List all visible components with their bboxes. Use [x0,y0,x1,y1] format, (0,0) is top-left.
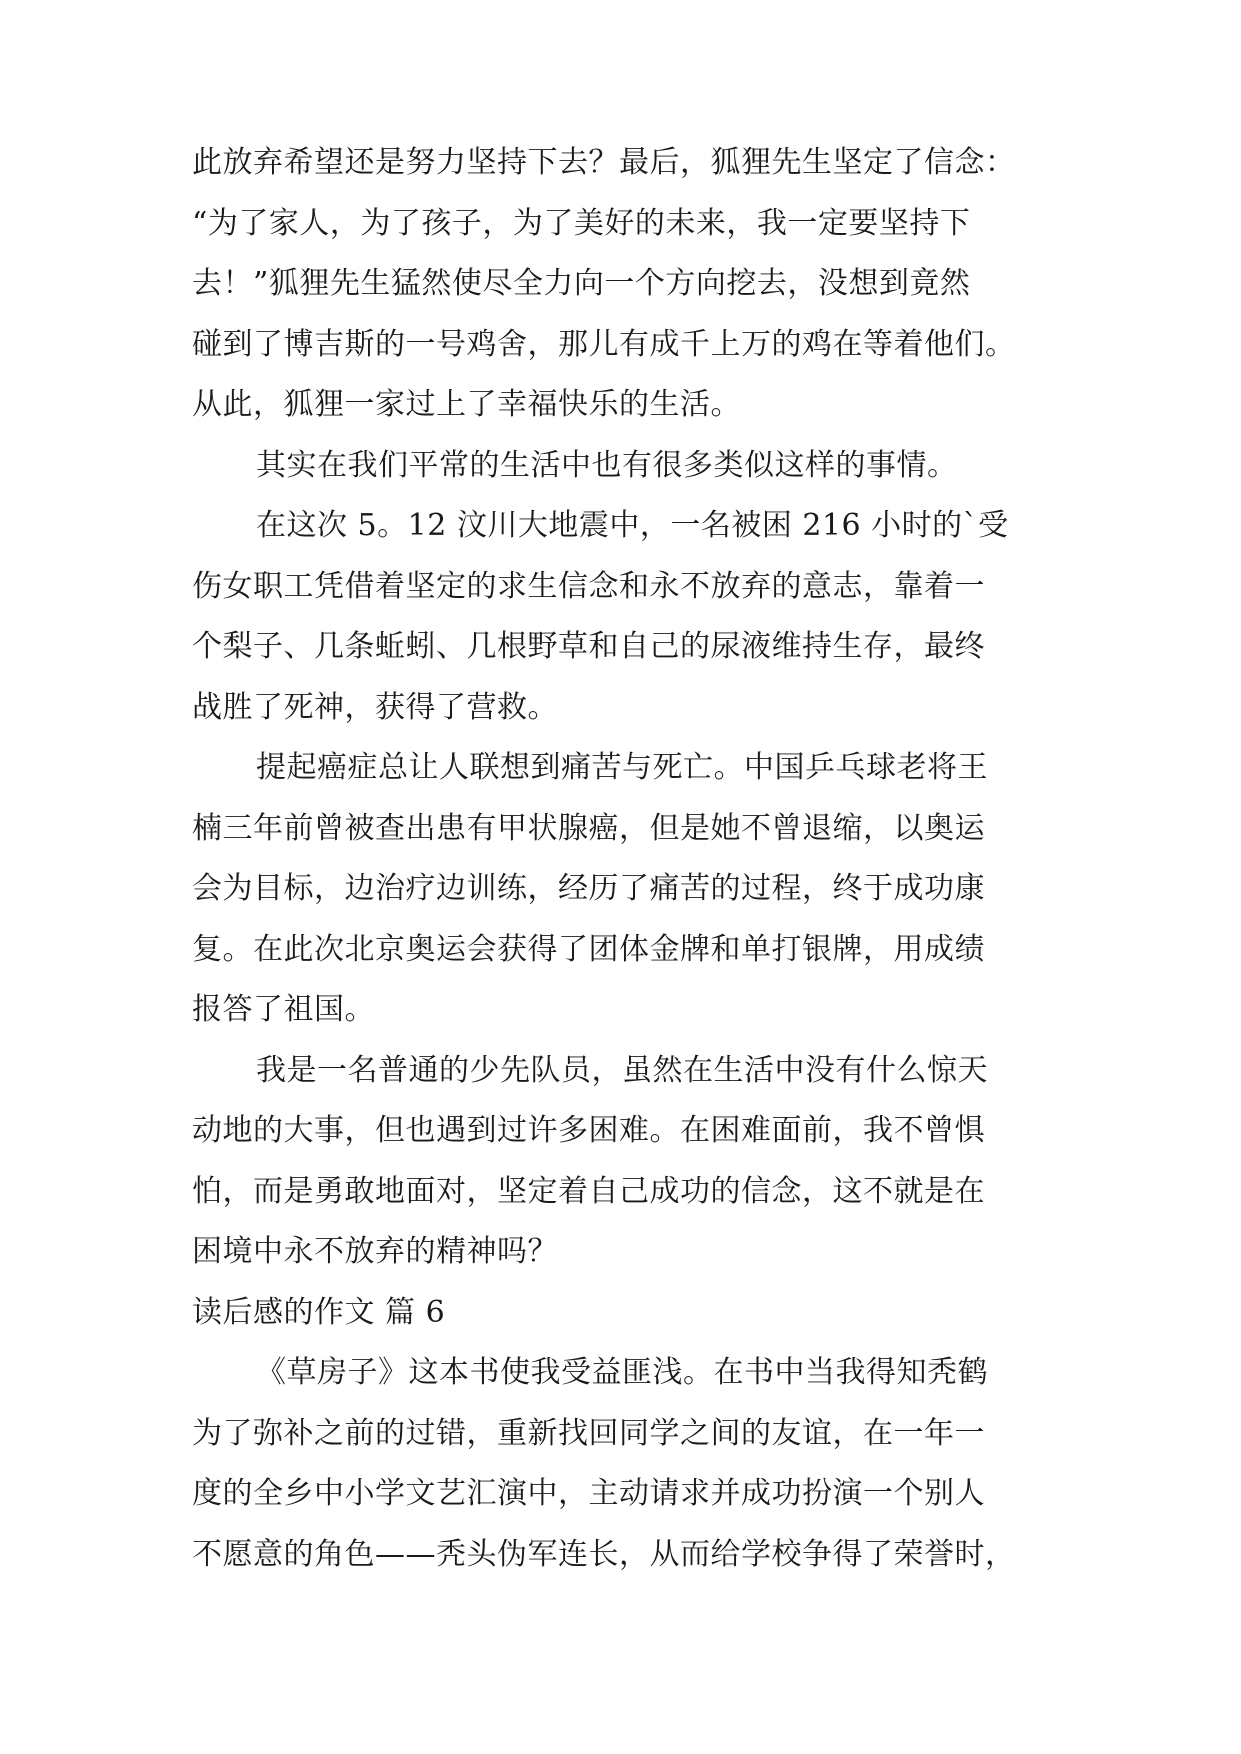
text-line: 在这次 5。12 汶川大地震中，一名被困 216 小时的`受 [256,508,1009,543]
paragraph [192,1041,1052,1283]
text-line: 从此，狐狸一家过上了幸福快乐的生活。 [192,387,741,422]
text-line: 为了弥补之前的过错，重新找回同学之间的友谊，在一年一 [192,1415,985,1451]
text-line: 会为目标，边治疗边训练，经历了痛苦的过程，终于成功康 [192,871,985,906]
text-line: 不愿意的角色——秃头伪军连长，从而给学校争得了荣誉时， [192,1536,1016,1572]
section-heading [192,1283,1052,1344]
heading-text: 读后感的作文 篇 6 [192,1294,446,1330]
text-line: 碰到了博吉斯的一号鸡舍，那儿有成千上万的鸡在等着他们。 [192,326,1016,362]
text-line: 报答了祖国。 [192,992,375,1027]
text-line: 动地的大事，但也遇到过许多困难。在困难面前，我不曾惧 [192,1113,985,1148]
paragraph [192,1343,1052,1585]
document-page [192,133,1052,1585]
text-line: 复。在此次北京奥运会获得了团体金牌和单打银牌，用成绩 [192,931,985,967]
paragraph [192,496,1052,738]
text-line: 其实在我们平常的生活中也有很多类似这样的事情。 [256,447,958,483]
text-line: 战胜了死神，获得了营救。 [192,689,558,725]
paragraph [192,436,1052,497]
paragraph [192,738,1052,1041]
text-line: 楠三年前曾被查出患有甲状腺癌，但是她不曾退缩，以奥运 [192,810,985,846]
text-line: 去！”狐狸先生猛然使尽全力向一个方向挖去，没想到竟然 [192,266,971,301]
text-line: 我是一名普通的少先队员，虽然在生活中没有什么惊天 [256,1052,988,1088]
text-line: 度的全乡中小学文艺汇演中，主动请求并成功扮演一个别人 [192,1476,985,1511]
text-line: 怕，而是勇敢地面对，坚定着自己成功的信念，这不就是在 [192,1173,985,1209]
text-line: 此放弃希望还是努力坚持下去？最后，狐狸先生坚定了信念： [192,145,1016,180]
text-line: 提起癌症总让人联想到痛苦与死亡。中国乒乓球老将王 [256,750,988,785]
text-line: 个梨子、几条蚯蚓、几根野草和自己的尿液维持生存，最终 [192,629,985,664]
text-line: 困境中永不放弃的精神吗？ [192,1234,558,1269]
text-line: 伤女职工凭借着坚定的求生信念和永不放弃的意志，靠着一 [192,568,985,604]
text-line: “为了家人，为了孩子，为了美好的未来，我一定要坚持下 [192,205,971,241]
text-line: 《草房子》这本书使我受益匪浅。在书中当我得知秃鹤 [256,1355,988,1390]
paragraph-continuation [192,133,1052,436]
